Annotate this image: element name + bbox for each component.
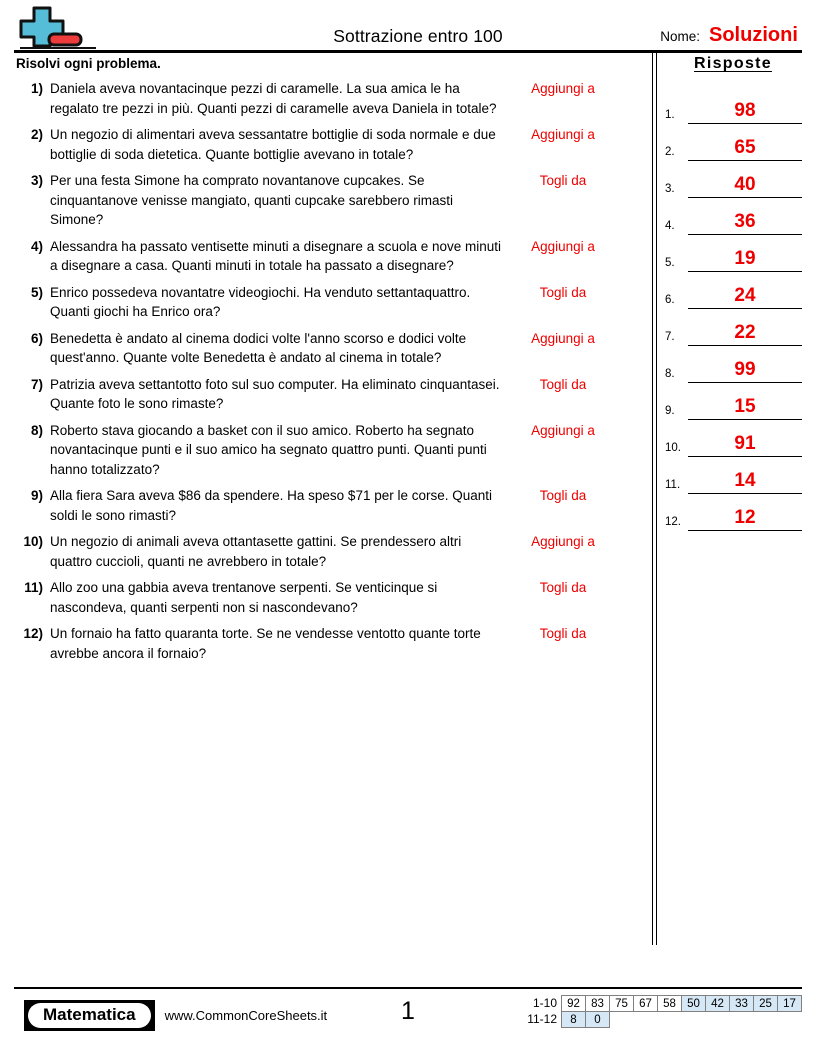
problem-item (16, 79, 650, 118)
answer-row (664, 124, 802, 161)
answer-number: 11. (665, 479, 681, 491)
answer-number: 9. (665, 405, 675, 417)
problem-number: 4) (30, 238, 43, 254)
score-cell: 67 (633, 995, 658, 1012)
answer-value[interactable]: 98 (688, 100, 802, 124)
score-cell: 83 (585, 995, 610, 1012)
answer-row (664, 161, 802, 198)
answer-value[interactable]: 24 (688, 285, 802, 309)
column-divider (650, 53, 660, 958)
problem-spacer (16, 414, 650, 421)
problem-item (16, 329, 650, 368)
problem-text: Roberto stava giocando a basket con il suo amico. Roberto ha segnato novantacinque punti e il suo amico ha segnato quattro punti. Quanti punti hanno totalizzato? (50, 422, 487, 477)
answer-row (664, 457, 802, 494)
answer-value[interactable]: 15 (688, 396, 802, 420)
answer-number: 3. (665, 183, 675, 195)
problem-text: Un negozio di alimentari aveva sessantatre bottiglie di soda normale e due bottiglie di soda dietetica. Quante bottiglie avevano in totale? (50, 127, 496, 162)
problem-spacer (16, 525, 650, 532)
problem-spacer (16, 617, 650, 624)
name-value: Soluzioni (709, 24, 798, 46)
problem-list (14, 79, 650, 670)
answer-value[interactable]: 12 (688, 507, 802, 531)
problem-spacer (16, 164, 650, 171)
problem-number: 7) (30, 376, 43, 392)
answer-value[interactable]: 40 (688, 174, 802, 198)
score-cell: 33 (729, 995, 754, 1012)
problem-number: 2) (30, 127, 43, 142)
problem-operation-label: Togli da (539, 580, 587, 595)
answer-number: 12. (665, 516, 681, 528)
answer-row (664, 420, 802, 457)
answer-list (664, 87, 802, 531)
problem-item (16, 375, 650, 414)
answer-value[interactable]: 14 (688, 470, 802, 494)
problem-number: 8) (30, 422, 43, 438)
problem-item (16, 486, 650, 525)
page-title: Sottrazione entro 100 (333, 26, 503, 46)
score-row-label: 1-10 (532, 996, 557, 1010)
answer-row (664, 272, 802, 309)
score-cell: 8 (561, 1011, 586, 1028)
name-field-group (660, 24, 801, 47)
problem-spacer (16, 322, 650, 329)
problem-number: 1) (30, 81, 43, 96)
problem-text: Benedetta è andato al cinema dodici volte l'anno scorso e dodici volte quest'anno. Quante volte Benedetta è andato al cinema in totale? (50, 330, 467, 365)
problem-spacer (16, 368, 650, 375)
score-cell-group (562, 995, 802, 1012)
problem-spacer (16, 230, 650, 237)
answer-number: 10. (665, 442, 681, 454)
problem-spacer (16, 479, 650, 486)
answer-row (664, 494, 802, 531)
score-cell: 58 (657, 995, 682, 1012)
page-number: 1 (401, 997, 415, 1025)
answer-value[interactable]: 65 (688, 137, 802, 161)
problem-operation-label: Togli da (539, 376, 587, 392)
worksheet-body (14, 53, 802, 958)
score-row (508, 995, 802, 1012)
problem-operation-label: Aggiungi a (531, 81, 595, 96)
answers-column (660, 53, 802, 958)
problem-text: Per una festa Simone ha comprato novantanove cupcakes. Se cinquantanove venisse mangiato, quanti cupcake sarebbero rimasti Simone? (50, 173, 453, 227)
score-row (508, 1011, 802, 1028)
problem-number: 5) (30, 284, 43, 300)
answer-value[interactable]: 99 (688, 359, 802, 383)
score-row-label: 11-12 (527, 1012, 557, 1026)
answer-row (664, 235, 802, 272)
problem-operation-label: Togli da (539, 488, 587, 503)
problem-item (16, 532, 650, 571)
instructions-text: Risolvi ogni problema. (16, 56, 161, 71)
answer-value[interactable]: 19 (688, 248, 802, 272)
answer-row (664, 87, 802, 124)
answer-row (664, 309, 802, 346)
problem-text: Daniela aveva novantacinque pezzi di caramelle. La sua amica le ha regalato tre pezzi in più. Quanti pezzi di caramelle aveva Daniela in totale? (50, 81, 497, 116)
problem-operation-label: Togli da (539, 173, 587, 188)
problem-text: Alessandra ha passato ventisette minuti a disegnare a scuola e nove minuti a disegnare a casa. Quanti minuti in totale ha passato a disegnare? (50, 238, 502, 273)
answer-number: 4. (665, 220, 675, 232)
problem-text: Alla fiera Sara aveva $86 da spendere. Ha speso $71 per le corse. Quanti soldi le sono rimasti? (50, 488, 493, 523)
score-cell: 50 (681, 995, 706, 1012)
problem-number: 10) (23, 534, 43, 549)
problem-number: 3) (30, 173, 43, 188)
problem-item (16, 578, 650, 617)
problem-spacer (16, 571, 650, 578)
answer-value[interactable]: 91 (688, 433, 802, 457)
problem-operation-label: Aggiungi a (531, 534, 595, 549)
problem-spacer (16, 663, 650, 670)
score-table (508, 995, 802, 1027)
answer-value[interactable]: 36 (688, 211, 802, 235)
answer-value[interactable]: 22 (688, 322, 802, 346)
problem-item (16, 125, 650, 164)
score-cell: 75 (609, 995, 634, 1012)
problem-operation-label: Aggiungi a (531, 422, 595, 438)
answer-row (664, 383, 802, 420)
problem-number: 9) (30, 488, 43, 503)
problem-operation-label: Aggiungi a (531, 238, 595, 254)
problem-item (16, 283, 650, 322)
answers-heading: Risposte (694, 55, 772, 72)
score-cell: 0 (585, 1011, 610, 1028)
problem-text: Un fornaio ha fatto quaranta torte. Se ne vendesse ventotto quante torte avrebbe ancora il fornaio? (50, 626, 481, 661)
problem-item (16, 421, 650, 480)
worksheet-footer (14, 987, 802, 1047)
brand-label: Matematica (28, 1003, 151, 1028)
answer-row (664, 346, 802, 383)
problems-column (14, 53, 650, 958)
score-cell-group (562, 1011, 610, 1028)
problem-number: 11) (24, 580, 43, 595)
problem-operation-label: Togli da (539, 284, 587, 300)
site-url: www.CommonCoreSheets.it (164, 1008, 328, 1023)
problem-number: 12) (23, 626, 43, 641)
answer-number: 5. (665, 257, 675, 269)
answer-number: 6. (665, 294, 675, 306)
problem-item (16, 237, 650, 276)
problem-operation-label: Togli da (539, 626, 587, 641)
problem-number: 6) (30, 330, 43, 346)
problem-item (16, 171, 650, 230)
problem-text: Allo zoo una gabbia aveva trentanove serpenti. Se venticinque si nascondeva, quanti serpenti non si nascondevano? (50, 580, 438, 615)
problem-text: Patrizia aveva settantotto foto sul suo computer. Ha eliminato cinquantasei. Quante foto le sono rimaste? (50, 376, 500, 411)
problem-text: Enrico possedeva novantatre videogiochi. Ha venduto settantaquattro. Quanti giochi ha Enrico ora? (50, 284, 471, 319)
score-cell: 42 (705, 995, 730, 1012)
answer-number: 8. (665, 368, 675, 380)
worksheet-header (14, 0, 802, 50)
answer-number: 1. (665, 109, 675, 121)
score-cell: 92 (561, 995, 586, 1012)
problem-spacer (16, 118, 650, 125)
problem-text: Un negozio di animali aveva ottantasette gattini. Se prendessero altri quattro cuccioli, quanti ne avrebbero in totale? (50, 534, 462, 569)
problem-operation-label: Aggiungi a (531, 127, 595, 142)
answer-number: 2. (665, 146, 675, 158)
problem-spacer (16, 276, 650, 283)
answer-row (664, 198, 802, 235)
answer-number: 7. (665, 331, 675, 343)
name-label: Nome: (660, 29, 700, 44)
score-cell: 17 (777, 995, 802, 1012)
problem-item (16, 624, 650, 663)
score-cell: 25 (753, 995, 778, 1012)
problem-operation-label: Aggiungi a (531, 330, 595, 346)
